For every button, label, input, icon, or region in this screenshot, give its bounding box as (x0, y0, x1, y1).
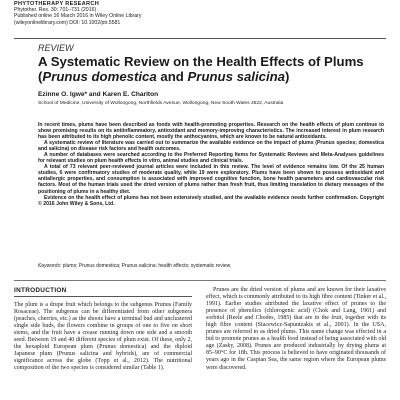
abstract-paragraph: A number of databases were searched according to the Preferred Reporting Items for Systematic Reviews and Meta-Analyses guidelines for relevant studies on plum health effects in vitro, animal studies and clinical trials. (38, 152, 384, 165)
author-list: Ezinne O. Igwe* and Karen E. Charlton (38, 91, 159, 98)
title-species-2: Prunus salicina (187, 69, 285, 84)
journal-masthead (14, 0, 386, 26)
article-type: REVIEW (38, 43, 74, 53)
article-title (38, 54, 378, 84)
introduction-paragraph: The plum is a drupe fruit which belongs to the subgenus Prunus (Family Rosaceae). The subgenus can be differentiated from other subgenera (peaches, cherries, etc.) as the shoots have a terminal bud and unclustered single side buds, the flowers combine in groups of one to five on short stems, and the fruit have a crease running down one side and a smooth seed. Between 19 and 40 different species of plum exist. Of these, only 2, the hexaploid European plum (Prunus domestica) and the diploid Japanese plum (Prunus salicina and hybrids), are of commercial significance across the globe (Topp et al., 2012). The nutritional composition of the two species is considered similar (Table 1). (14, 302, 192, 372)
section-heading-introduction: INTRODUCTION (14, 287, 67, 294)
journal-name: PHYTOTHERAPY RESEARCH (14, 1, 100, 7)
header-divider (14, 38, 386, 39)
introduction-paragraph-continued: Prunes are the dried version of plums and are known for their laxative effect, which is commonly attributed to its high fibre content (Tinker et al., 1991). Earlier studies attributed the laxative effect of prunes to the presence of phenolics (chlorogenic acid) (Chok and Lang, 1961) and sorbitol (Reele and Chodes, 1985) that are in the fruit, together with its high fibre content (Stacewicz-Sapuntzakis et al., 2001). In the USA, prunes are referred to as dried plums. This name change was effected in a bid to promote prunes as a health food instead of being associated with old age (Zasky, 2008). Prunes are produced industrially by drying plums at 85–90°C for 18h. This process is believed to have originated thousands of years ago in the Caspian Sea, the same region where the European plums were discovered. (206, 287, 386, 371)
abstract-paragraph: In recent times, plums have been described as foods with health-promoting properties. Research on the health effects of plum continue to show promising results on its antiinflammatory, antioxidant and memory-improving characteristics. The increased interest in plum research has been attributed to its high phenolic content, mostly the anthocyanins, which are known to be natural antioxidants. (38, 122, 384, 141)
body-column-right (206, 287, 386, 372)
citation-line: Phytother. Res. 30: 701–731 (2016) (14, 7, 97, 13)
abstract-paragraph: Evidence on the health effect of plums has not been extensively studied, and the available evidence needs further confirmation. Copyright © 2016 John Wiley & Sons, Ltd. (38, 194, 384, 207)
keywords-text: plums; Prunus domestica; Prunus salicina; health effects; systematic review. (61, 263, 232, 269)
keywords (38, 263, 231, 269)
body-column-left (14, 287, 192, 372)
title-close: ) (285, 69, 290, 84)
abstract-paragraph: A total of 73 relevant peer-reviewed journal articles were included in this review. The level of evidence remains low. Of the 25 human studies, 6 were confirmatory studies of moderate quality, while 19 were exploratory. Plums have been shown to possess antioxidant and antiallergic properties, and consumption is associated with improved cognitive function, bone health parameters and cardiovascular risk factors. Most of the human trials used the dried version of plums rather than fresh fruit, thus limiting translation to dietary messages of the positioning of plums in a healthy diet. (38, 164, 384, 195)
published-line: Published online 16 March 2016 in Wiley Online Library (14, 13, 142, 20)
doi-link[interactable]: (wileyonlinelibrary.com) DOI: 10.1002/ptr.5581 (14, 19, 121, 26)
section-divider (14, 280, 386, 281)
keywords-label: Keywords: (38, 263, 62, 269)
abstract-paragraph: A systematic review of literature was carried out to summarize the available evidence on the impact of plums (Prunus species; domestica and salicina) on disease risk factors and health outcomes. (38, 140, 384, 153)
abstract (38, 122, 384, 207)
author-affiliation: School of Medicine, University of Wollongong, Northfields Avenue, Wollongong, New South Wales 2522, Australia (38, 101, 284, 106)
publication-meta (14, 7, 386, 26)
title-text: A Systematic Review on the Health Effects of Plums ( (38, 54, 364, 84)
heading-rule (14, 296, 192, 297)
title-conjunction: and (156, 69, 188, 84)
title-species-1: Prunus domestica (42, 69, 157, 84)
